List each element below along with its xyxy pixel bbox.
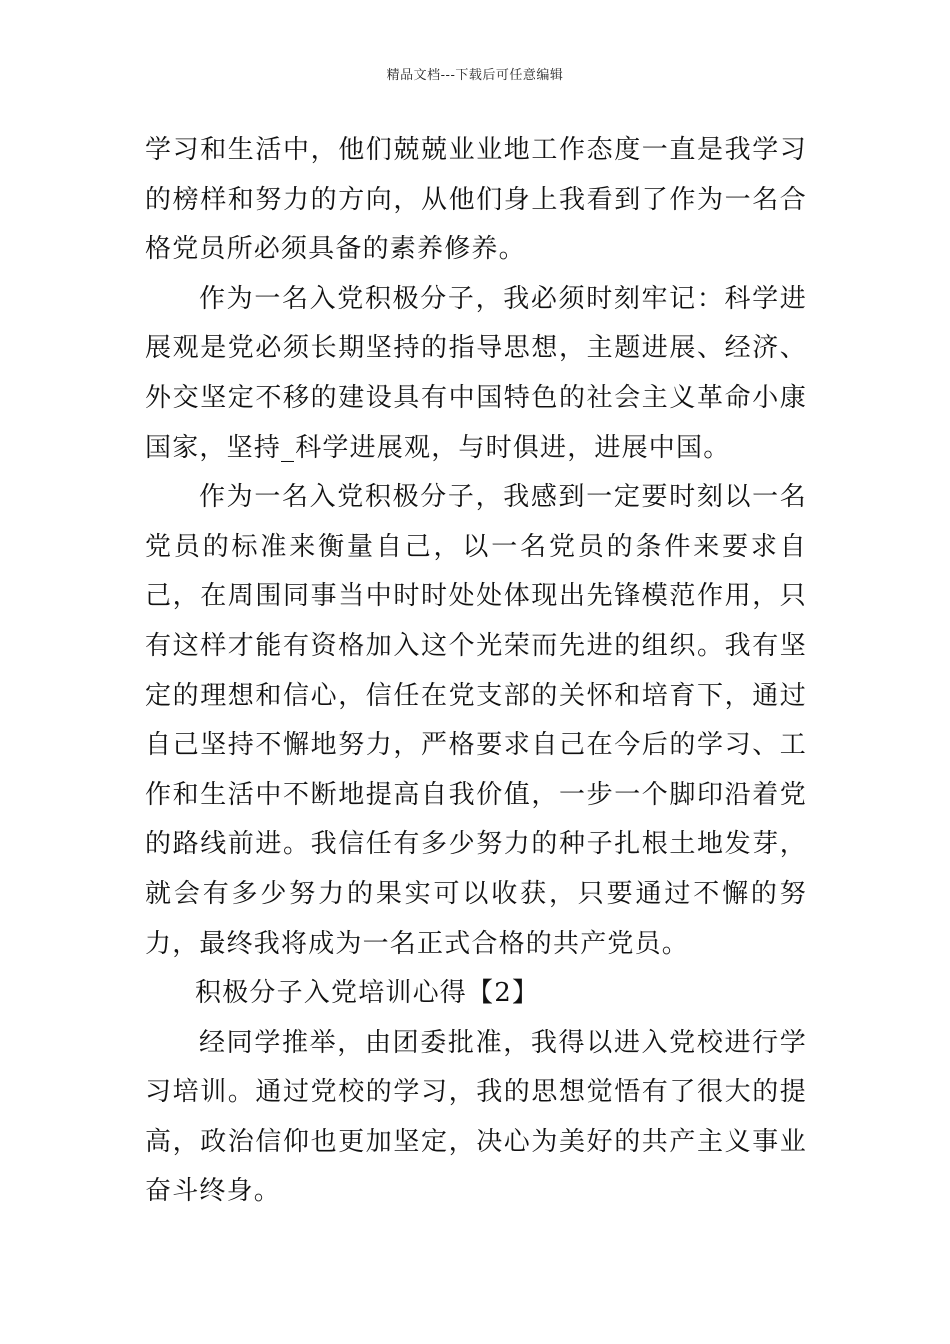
page-header: 精品文档---下载后可任意编辑 <box>386 68 564 83</box>
document-body <box>145 126 807 1217</box>
paragraph-scientific-outlook: 作为一名入党积极分子，我必须时刻牢记：科学进展观是党必须长期坚持的指导思想，主题进展、经济、外交坚定不移的建设具有中国特色的社会主义革命小康国家，坚持_科学进展观，与时俱进，进展中国。 <box>145 283 807 463</box>
paragraph-party-school-training: 经同学推举，由团委批准，我得以进入党校进行学习培训。通过党校的学习，我的思想觉悟有了很大的提高，政治信仰也更加坚定，决心为美好的共产主义事业奋斗终身。 <box>145 1027 807 1207</box>
paragraph-party-member-standard: 作为一名入党积极分子，我感到一定要时刻以一名党员的标准来衡量自己，以一名党员的条件来要求自己，在周围同事当中时时处处体现出先锋模范作用，只有这样才能有资格加入这个光荣而先进的组织。我有坚定的理想和信心，信任在党支部的关怀和培育下，通过自己坚持不懈地努力，严格要求自己在今后的学习、工作和生活中不断地提高自我价值，一步一个脚印沿着党的路线前进。我信任有多少努力的种子扎根土地发芽，就会有多少努力的果实可以收获，只要通过不懈的努力，最终我将成为一名正式合格的共产党员。 <box>145 482 807 959</box>
section-heading: 积极分子入党培训心得【2】 <box>195 978 540 1009</box>
paragraph-continuation: 学习和生活中，他们兢兢业业地工作态度一直是我学习的榜样和努力的方向，从他们身上我看到了作为一名合格党员所必须具备的素养修养。 <box>145 135 807 265</box>
